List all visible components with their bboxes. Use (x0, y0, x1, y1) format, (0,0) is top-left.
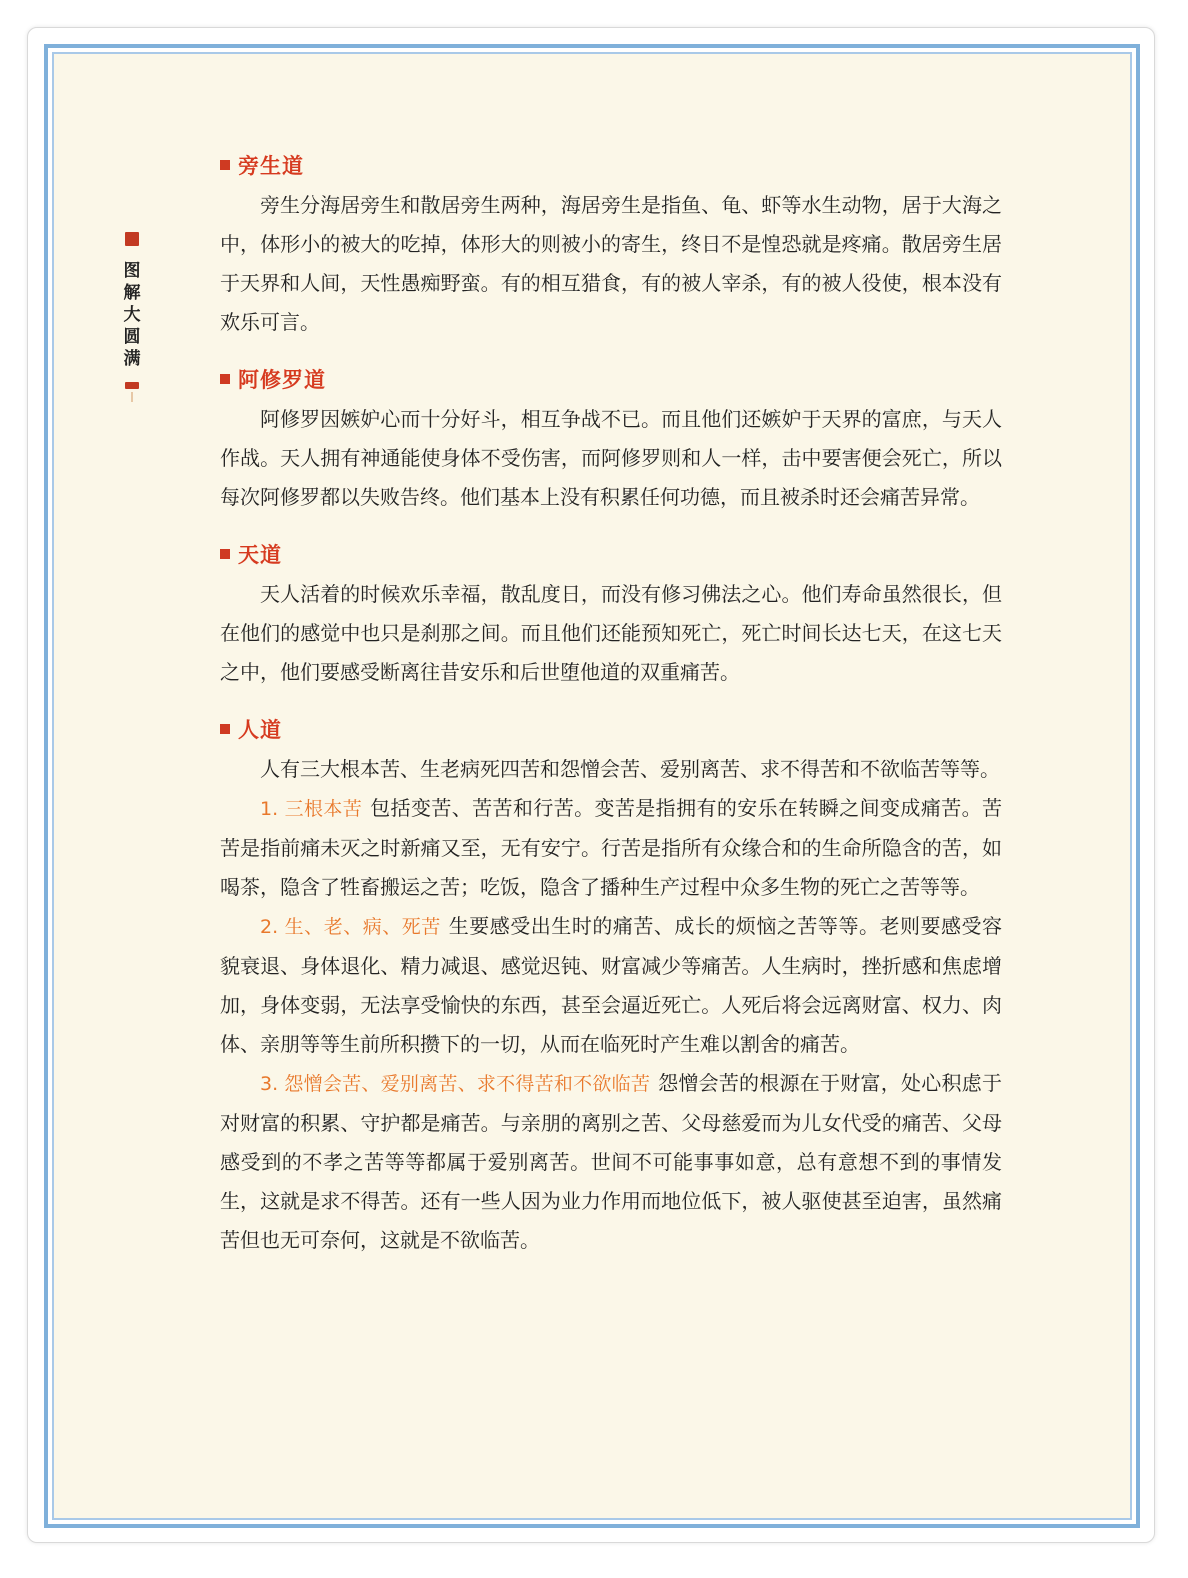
side-mark-line (131, 392, 133, 402)
section-heading (220, 537, 1002, 571)
item-text: 生要感受出生时的痛苦、成长的烦恼之苦等等。老则要感受容貌衰退、身体退化、精力减退、感觉迟钝、财富减少等痛苦。人生病时，挫折感和焦虑增加，身体变弱，无法享受愉快的东西，甚至会逼近死亡。人死后将会远离财富、权力、肉体、亲朋等等生前所积攒下的一切，从而在临死时产生难以割舍的痛苦。 (220, 914, 1003, 1056)
section-paragraph: 阿修罗因嫉妒心而十分好斗，相互争战不已。而且他们还嫉妒于天界的富庶，与天人作战。天人拥有神通能使身体不受伤害，而阿修罗则和人一样，击中要害便会死亡，所以每次阿修罗都以失败告终。他们基本上没有积累任何功德，而且被杀时还会痛苦异常。 (220, 407, 1002, 509)
article-body (220, 148, 1002, 1260)
side-book-title: 图解大圆满 (123, 261, 141, 369)
side-book-tab (120, 232, 146, 402)
section-intro: 人有三大根本苦、生老病死四苦和怨憎会苦、爱别离苦、求不得苦和不欲临苦等等。 (260, 757, 1000, 781)
list-item (220, 907, 1002, 1064)
section-heading (220, 148, 1002, 182)
side-mark-top (125, 232, 139, 246)
section-axiuluo (220, 362, 1002, 517)
list-item (220, 789, 1002, 907)
list-item (220, 1064, 1002, 1260)
section-heading (220, 362, 1002, 396)
section-rendao (220, 712, 1002, 1260)
side-mark-bottom (125, 382, 139, 389)
item-lead: 1. 三根本苦 (260, 798, 363, 820)
heading-bullet-icon (220, 549, 230, 559)
item-text: 包括变苦、苦苦和行苦。变苦是指拥有的安乐在转瞬之间变成痛苦。苦苦是指前痛未灭之时新痛又至，无有安宁。行苦是指所有众缘合和的生命所隐含的苦，如喝茶，隐含了牲畜搬运之苦；吃饭，隐含了播种生产过程中众多生物的死亡之苦等等。 (220, 796, 1003, 899)
section-heading (220, 712, 1002, 746)
section-tiandao (220, 537, 1002, 692)
section-paragraph: 天人活着的时候欢乐幸福，散乱度日，而没有修习佛法之心。他们寿命虽然很长，但在他们的感觉中也只是刹那之间。而且他们还能预知死亡，死亡时间长达七天，在这七天之中，他们要感受断离往昔安乐和后世堕他道的双重痛苦。 (220, 582, 1002, 684)
item-lead: 2. 生、老、病、死苦 (260, 916, 441, 938)
heading-bullet-icon (220, 160, 230, 170)
section-title: 人道 (238, 718, 282, 742)
section-paragraph: 旁生分海居旁生和散居旁生两种，海居旁生是指鱼、龟、虾等水生动物，居于大海之中，体形小的被大的吃掉，体形大的则被小的寄生，终日不是惶恐就是疼痛。散居旁生居于天界和人间，天性愚痴野蛮。有的相互猎食，有的被人宰杀，有的被人役使，根本没有欢乐可言。 (220, 193, 1002, 334)
heading-bullet-icon (220, 374, 230, 384)
section-title: 阿修罗道 (238, 368, 326, 392)
heading-bullet-icon (220, 724, 230, 734)
section-title: 旁生道 (238, 154, 304, 178)
section-title: 天道 (238, 543, 282, 567)
item-text: 怨憎会苦的根源在于财富，处心积虑于对财富的积累、守护都是痛苦。与亲朋的离别之苦、父母慈爱而为儿女代受的痛苦、父母感受到的不孝之苦等等都属于爱别离苦。世间不可能事事如意，总有意想不到的事情发生，这就是求不得苦。还有一些人因为业力作用而地位低下，被人驱使甚至迫害，虽然痛苦但也无可奈何，这就是不欲临苦。 (220, 1071, 1003, 1252)
section-pangsheng (220, 148, 1002, 342)
item-lead: 3. 怨憎会苦、爱别离苦、求不得苦和不欲临苦 (260, 1073, 651, 1095)
